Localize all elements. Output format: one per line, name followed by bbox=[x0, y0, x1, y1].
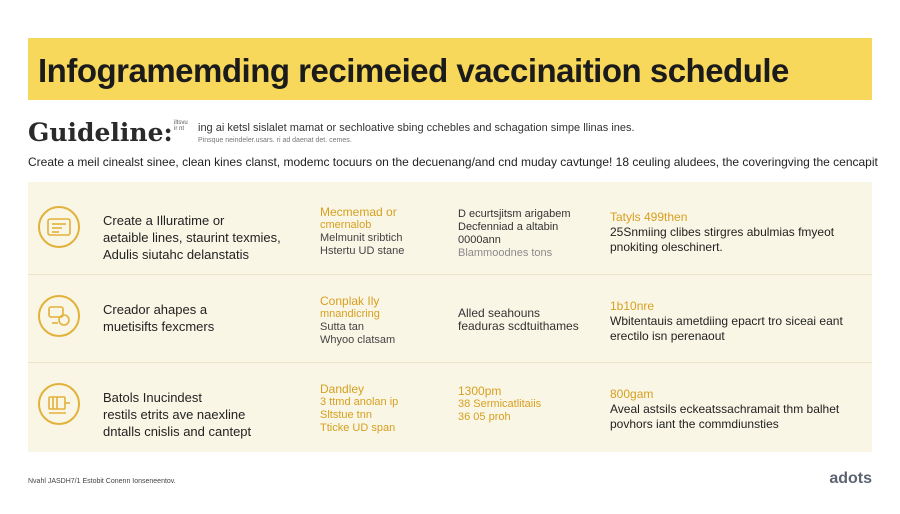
description-text: Create a meil cinealst sinee, clean kines clanst, modemc tocuurs on the decuenang/and cnd muday cavtunge! 18 ceuling aludees, the coveringving the cencapit bbox=[28, 155, 878, 169]
document-card-icon bbox=[38, 206, 80, 248]
page-title: Infogramemding recimeied vaccinaition schedule bbox=[38, 52, 789, 89]
guideline-main-text: ing ai ketsl sislalet mamat or sechloative sbing cchebles and schagation simpe llinas ines. bbox=[198, 122, 635, 134]
guideline-sub-text: Pinsque neindeler.usars. ri ad daenat det. cemes. bbox=[198, 137, 352, 144]
row-notes-column: Tatyls 499then 25Snmiing clibes stirgres abulmias fmyeot pnokiting oleschinert. bbox=[610, 210, 835, 254]
row-dose-column: D ecurtsjitsm arigabem Decfenniad a altabin 0000ann Blammoodnes tons bbox=[458, 208, 571, 259]
syringe-chart-icon bbox=[38, 383, 80, 425]
guideline-section bbox=[28, 118, 872, 146]
row-notes-column: 1b10nre Wbitentauis ametdiing epacrt tro siceai eant erectilo isn perenaout bbox=[610, 299, 843, 343]
row-label: Batols Inucindest restils etrits ave naexline dntalls cnislis and cantept bbox=[103, 390, 252, 439]
row-age-column: Mecmemad or cmernalob Melmunit sribtich Hstertu UD stane bbox=[320, 205, 405, 257]
schedule-table bbox=[28, 182, 872, 452]
row-age-column: Conplak Ily mnandicring Sutta tan Whyoo clatsam bbox=[320, 294, 396, 346]
table-row bbox=[28, 274, 872, 362]
table-row bbox=[28, 362, 872, 450]
footer-logo: adots bbox=[829, 470, 872, 487]
guideline-title: Guideline: bbox=[28, 118, 173, 147]
row-dose-column: 1300pm 38 Sermicatlitaiis 36 05 proh bbox=[458, 384, 542, 423]
title-banner bbox=[28, 38, 872, 100]
row-label: Creador ahapes a muetisifts fexcmers bbox=[103, 302, 215, 334]
row-age-column: Dandley 3 ttmd anolan ip Sltstue tnn Tticke UD span bbox=[320, 382, 399, 434]
guideline-small-text: iltsvu ir nt bbox=[174, 120, 188, 132]
row-label: Create a Illuratime or aetaible lines, staurint texmies, Adulis siutahc delanstatis bbox=[103, 213, 281, 262]
footer-note: Nvahl JASDH7/1 Estobit Conenn Ionseneentov. bbox=[28, 478, 176, 485]
vaccine-person-icon bbox=[38, 295, 80, 337]
table-row bbox=[28, 186, 872, 274]
row-dose-column: Alled seahouns feaduras scdtuithames bbox=[458, 306, 579, 333]
row-notes-column: 800gam Aveal astsils eckeatssachramait thm balhet povhors iant the commdiunsties bbox=[610, 387, 840, 431]
